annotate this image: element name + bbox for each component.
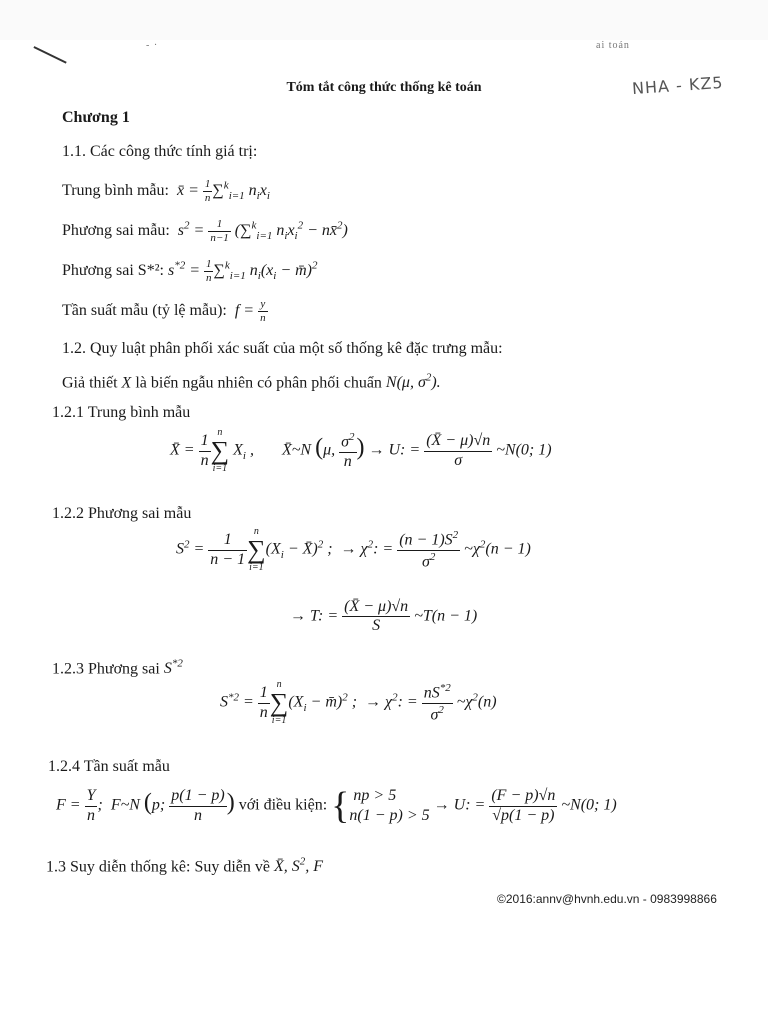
formula-variance-star: Phương sai S*²: $s^{*2}$ = $\frac{1}{n}$ ∑$^k_{i=1}$ $n_i(x_i$ − m̄)$^2$ (62, 258, 318, 284)
formula-sample-frequency: Tần suất mẫu (tỷ lệ mẫu): f = $\frac{y}{n}$ (62, 298, 266, 324)
formula-frequency-distribution: F = $\frac{Y}{n}$ ; F~N (p; $\frac{p(1 - p)}{n}$ ) với điều kiện: { np > 5 n(1 − p) > 5 → U: = $\frac{(F - p)√n}{√p(1 - p)}$ ~N(0; 1) (56, 785, 617, 827)
handwritten-note: NHA - KZ5 (631, 72, 725, 99)
formula-sample-variance: Phương sai mẫu: $s^2$ = $\frac{1}{n-1}$ (∑$^k_{i=1}$ $n_ix_i^2$ − nx̄$^2$) (62, 218, 348, 244)
section-1-2-heading: 1.2. Quy luật phân phối xác suất của một số thống kê đặc trưng mẫu: (62, 340, 503, 357)
formula-variance-chi-square: $S^2$ = $\frac{1}{n - 1}$ n ∑ i=1 ($X_i$ − X̄)$^2$ ; → $\chi^2$: = $\frac{(n - 1)S^2}{\sigma^2}$ $\sim\chi^2(n - 1)$ (176, 526, 531, 573)
assumption-text: Giả thiết X là biến ngẫu nhiên có phân phối chuẩn N(μ, $\sigma^2$). (62, 372, 441, 392)
scan-top-edge (0, 0, 768, 40)
section-1-1-heading: 1.1. Các công thức tính giá trị: (62, 143, 258, 160)
formula-label: Phương sai S*²: (62, 261, 164, 279)
document-title: Tóm tắt công thức thống kê toán (286, 80, 482, 95)
formula-label: Tần suất mẫu (tỷ lệ mẫu): (62, 301, 227, 319)
formula-t-statistic: → T: = $\frac{(X̄ - \mu)√n}{S}$ ~T(n − 1) (290, 598, 478, 635)
section-1-2-4-heading: 1.2.4 Tần suất mẫu (48, 758, 170, 775)
section-1-2-1-heading: 1.2.1 Trung bình mẫu (52, 404, 191, 421)
section-1-2-3-heading: 1.2.3 Phương sai $S^{*2}$ (52, 658, 183, 678)
formula-label: Phương sai mẫu: (62, 221, 170, 239)
footer-contact: ©2016:annv@hvnh.edu.vn - 0983998866 (497, 892, 717, 906)
formula-label: Trung bình mẫu: (62, 181, 169, 199)
condition-label: với điều kiện: (238, 796, 328, 814)
chapter-heading: Chương 1 (62, 109, 130, 126)
top-edge-text: ai toán (596, 40, 630, 51)
scan-mark (34, 46, 67, 63)
formula-mean-distribution: X̄ = $\frac{1}{n}$ n ∑ i=1 $X_i$ , X̄~N (μ, $\frac{\sigma^2}{n}$ ) → U: = $\frac{(X̄ - \mu)√n}{\sigma}$ ~N(0; 1) (170, 427, 552, 474)
formula-variance-star-chi-square: $S^{*2}$ = $\frac{1}{n}$ n ∑ i=1 ($X_i$ − m̄)$^2$ ; → $\chi^2$: = $\frac{nS^{*2}}{\sigma^2}$ $\sim\chi^2(n)$ (220, 679, 497, 726)
section-1-3-heading: 1.3 Suy diễn thống kê: Suy diễn về X̄, $S^2$, F (46, 856, 324, 876)
top-edge-mark: - · (146, 40, 159, 51)
section-1-2-2-heading: 1.2.2 Phương sai mẫu (52, 505, 192, 522)
formula-sample-mean: Trung bình mẫu: x̄ = $\frac{1}{n}$ ∑$^k_{i=1}$ $n_ix_i$ (62, 178, 270, 204)
